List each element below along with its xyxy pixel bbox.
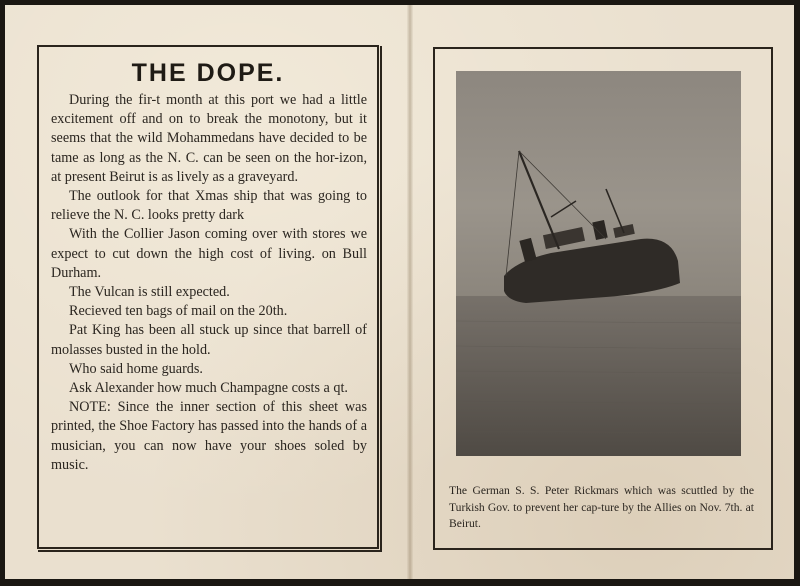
article-body [51, 91, 367, 475]
photo-caption: The German S. S. Peter Rickmars which was scuttled by the Turkish Gov. to prevent her cap-ture by the Allies on Nov. 7th. at Beirut. [449, 484, 754, 530]
paragraph: The Vulcan is still expected. [69, 284, 230, 301]
paragraph: Ask Alexander how much Champagne costs a qt. [69, 380, 348, 397]
page-title: THE DOPE. [131, 59, 285, 87]
center-fold [407, 5, 413, 579]
ship-illustration [456, 71, 741, 456]
paragraph: During the fir-t month at this port we had a little excitement off and on to break the monotony, but it seems that the wild Mohammedans have decided to be tame as long as the N. C. can be seen on the hor-izon, at present Beirut is as lively as a graveyard. [51, 92, 367, 185]
left-page-panel [37, 45, 379, 549]
paragraph: Pat King has been all stuck up since that barrell of molasses busted in the hold. [51, 322, 367, 358]
paragraph: NOTE: Since the inner section of this sheet was printed, the Shoe Factory has passed into the hands of a musician, you can now have your shoes soled by music. [51, 399, 367, 473]
sinking-ship-photo [456, 71, 741, 456]
paragraph: Recieved ten bags of mail on the 20th. [69, 303, 288, 320]
paragraph: The outlook for that Xmas ship that was going to relieve the N. C. looks pretty dark [51, 188, 367, 224]
paragraph: Who said home guards. [69, 360, 203, 377]
right-page-panel [433, 47, 773, 550]
paragraph: With the Collier Jason coming over with stores we expect to cut down the high cost of living. on Bull Durham. [51, 226, 367, 281]
